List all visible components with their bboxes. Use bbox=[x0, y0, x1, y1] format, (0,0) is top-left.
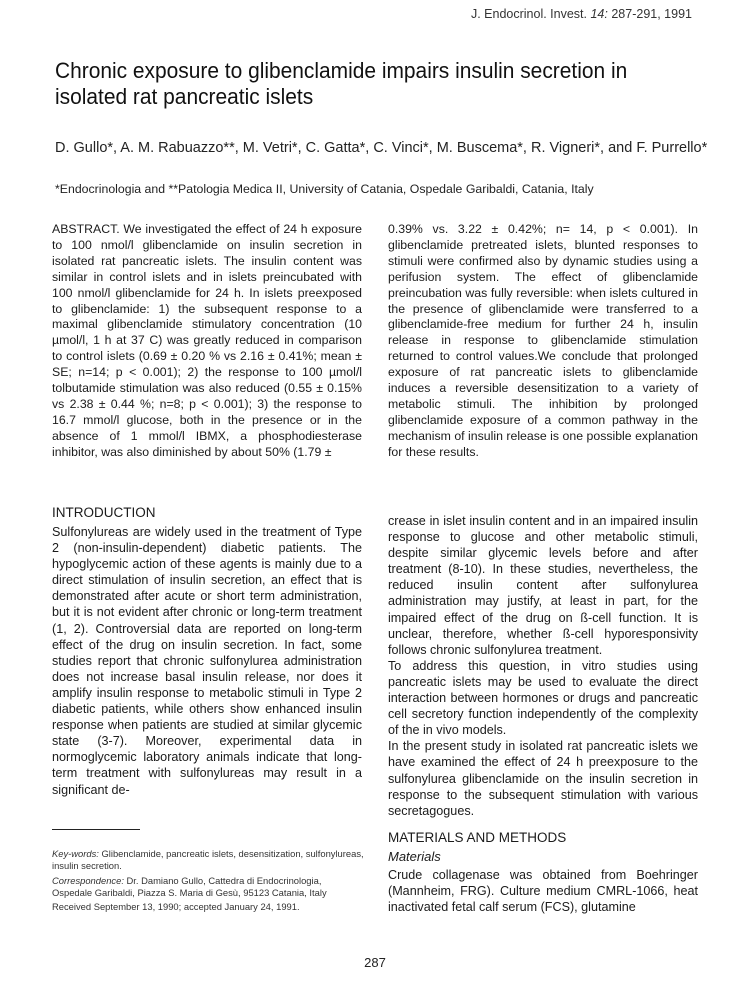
materials-subheading: Materials bbox=[388, 849, 441, 864]
abstract-left-column: ABSTRACT. We investigated the effect of 24 h exposure to 100 nmol/l glibenclamide on insulin secretion in isolated rat pancreatic islets. The insulin content was similar in control islets and in islets preincubated with 100 nmol/l glibenclamide for 24 h. In islets preexposed to glibenclamide: 1) the subsequent response to a maximal glibenclamide stimulatory concentration (10 µmol/l, 1 h at 37 C) was greatly reduced in comparison to control islets (0.69 ± 0.20 % vs 2.16 ± 0.41%; mean ± SE; n=14; p < 0.001); 2) the response to 100 µmol/l tolbutamide stimulation was also reduced (0.55 ± 0.15% vs 2.38 ± 0.44 %; n=8; p < 0.001); 3) the response to 16.7 mmol/l glucose, both in the presence or in the absence of 1 mmol/l IBMX, a phosphodiesterase inhibitor, was also diminished by about 50% (1.79 ± bbox=[52, 222, 362, 459]
methods-section bbox=[388, 829, 698, 915]
introduction-paragraph-left: Sulfonylureas are widely used in the treatment of Type 2 (non-insulin-dependent) diabetic patients. The hypoglycemic action of these agents is mainly due to a direct stimulation of insulin secretion, an effect that is demonstrated after acute or short term administration, but it is not evident after chronic or long-term treatment (1, 2). Controversial data are reported on long-term effect of the drug on insulin secretion. In fact, some studies report that chronic sulfonylurea administration does not increase basal insulin release, nor does it amplify insulin response to metabolic stimuli in Type 2 diabetic patients, while others show enhanced insulin response when patients are studied at similar glycemic state (3-7). Moreover, experimental data in normoglycemic laboratory animals indicate that long-term treatment with sulfonylureas may result in a significant de- bbox=[52, 525, 362, 797]
introduction-heading: INTRODUCTION bbox=[52, 505, 156, 520]
paper-title: Chronic exposure to glibenclamide impairs insulin secretion in isolated rat pancreatic islets bbox=[55, 58, 628, 109]
abstract-right-column: 0.39% vs. 3.22 ± 0.42%; n= 14, p < 0.001). In glibenclamide pretreated islets, blunted responses to stimuli were confirmed also by dynamic studies using a perifusion system. The effect of glibenclamide preincubation was fully reversible: when islets cultured in the presence of glibenclamide were transferred to a glibenclamide-free medium for further 24 h, insulin release in response to glibenclamide stimulation returned to control values.We conclude that prolonged exposure of rat pancreatic islets to glibenclamide induces a reversible desensitization to a variety of metabolic stimuli. The inhibition by prolonged glibenclamide exposure of a common pathway in the mechanism of insulin release is one possible explanation for these results. bbox=[388, 222, 698, 459]
journal-name: J. Endocrinol. Invest. bbox=[470, 7, 587, 21]
correspondence-note bbox=[52, 875, 364, 900]
running-header bbox=[471, 7, 692, 21]
received-note: Received September 13, 1990; accepted January 24, 1991. bbox=[52, 901, 300, 913]
correspondence-text: Dr. Damiano Gullo, Cattedra di Endocrinologia, Ospedale Garibaldi, Piazza S. Maria di Gesù, 95123 Catania, Italy bbox=[52, 874, 327, 898]
footnote-divider bbox=[52, 829, 140, 830]
keywords-text: Glibenclamide, pancreatic islets, desensitization, sulfonylureas, insulin secretion. bbox=[52, 848, 364, 872]
journal-pages: 287-291, 1991 bbox=[611, 7, 692, 21]
affiliation: *Endocrinologia and **Patologia Medica II, University of Catania, Ospedale Garibaldi, Catania, Italy bbox=[55, 182, 594, 196]
author-list: D. Gullo*, A. M. Rabuazzo**, M. Vetri*, C. Gatta*, C. Vinci*, M. Buscema*, R. Vigneri*, and F. Purrello* bbox=[55, 140, 708, 156]
introduction-continued bbox=[388, 513, 698, 819]
keywords-label: Key-words: bbox=[52, 848, 99, 859]
methods-paragraph: Crude collagenase was obtained from Boehringer (Mannheim, FRG). Culture medium CMRL-1066, heat inactivated fetal calf serum (FCS), glutamine bbox=[388, 868, 698, 915]
methods-heading: MATERIALS AND METHODS bbox=[388, 830, 567, 845]
correspondence-label: Correspondence: bbox=[52, 874, 124, 886]
introduction-paragraph-1: crease in islet insulin content and in an impaired insulin response to glucose and other metabolic stimuli, despite similar glycemic levels before and after treatment (8-10). In these studies, nevertheless, the reduced insulin content after sulfonylurea administration may justify, at least in part, for the impaired effect of the drug on ß-cell function. It is unclear, therefore, whether ß-cell hyporesponsivity follows chronic sulfonylurea treatment. bbox=[388, 514, 698, 657]
introduction-section bbox=[52, 504, 362, 798]
introduction-paragraph-3: In the present study in isolated rat pancreatic islets we have examined the effect of 24 h preexposure to the sulfonylurea glibenclamide on the insulin secretion in response to the subsequent stimulation with various secretagogues. bbox=[388, 739, 698, 818]
footnotes bbox=[52, 848, 364, 915]
page-number: 287 bbox=[364, 955, 386, 970]
keywords-note bbox=[52, 848, 364, 873]
introduction-paragraph-2: To address this question, in vitro studies using pancreatic islets may be used to evaluate the direct interaction between hormones or drugs and pancreatic cell secretory function independently of the complexity of the in vivo models. bbox=[388, 658, 698, 738]
journal-volume: 14: bbox=[590, 7, 608, 21]
